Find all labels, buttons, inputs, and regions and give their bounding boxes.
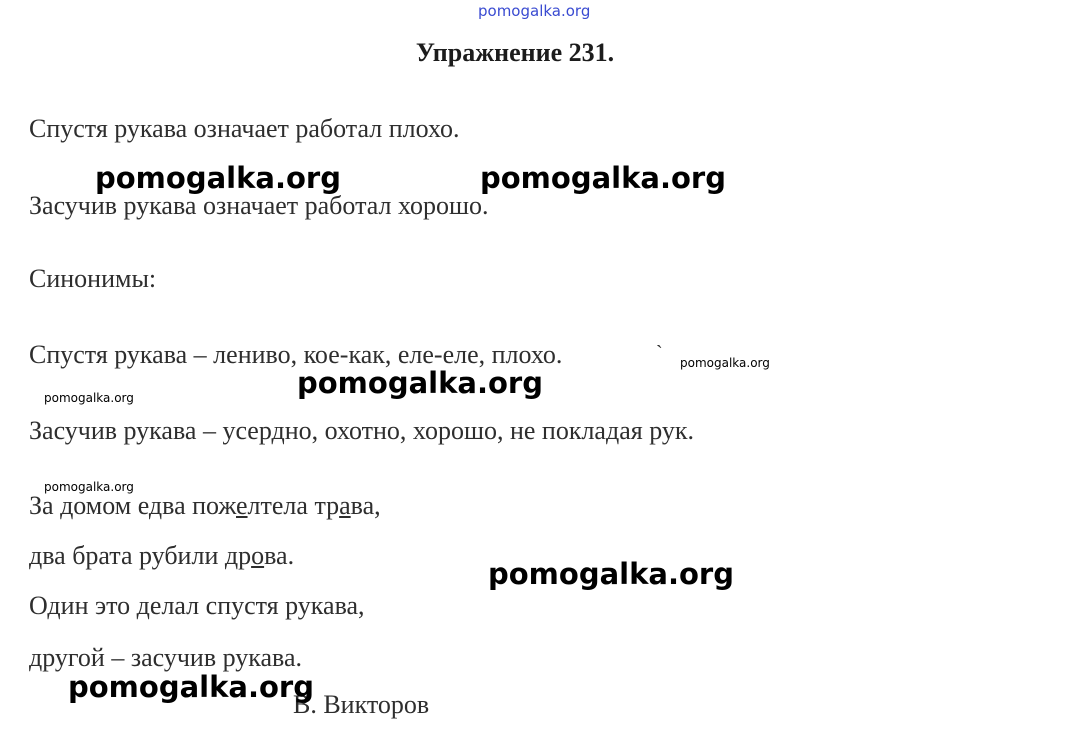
underlined-letter: е (236, 491, 248, 520)
watermark: pomogalka.org (68, 670, 314, 704)
watermark: pomogalka.org (480, 161, 726, 195)
underlined-letter: о (251, 541, 265, 570)
poem-line-2 (29, 541, 294, 571)
stray-mark: ` (656, 342, 663, 364)
poem-line-4: другой – засучив рукава. (29, 643, 302, 672)
text-line-2: Засучив рукава означает работал хорошо. (29, 191, 489, 220)
site-link[interactable]: pomogalka.org (478, 2, 591, 20)
watermark-small: pomogalka.org (44, 391, 134, 405)
poem-line-1-part: лтела тр (247, 491, 340, 520)
exercise-title: Упражнение 231. (415, 38, 615, 67)
text-line-4: Спустя рукава – лениво, кое-как, еле-еле, плохо. (29, 340, 563, 369)
watermark-small: pomogalka.org (44, 480, 134, 494)
poem-line-2-part: ва. (264, 541, 295, 570)
poem-author: В. Викторов (293, 690, 430, 719)
watermark: pomogalka.org (488, 557, 734, 591)
poem-line-1-part: ва, (350, 491, 381, 520)
underlined-letter: а (339, 491, 351, 520)
poem-line-2-part: два брата рубили др (29, 541, 252, 570)
poem-line-1 (29, 491, 381, 521)
text-line-1: Спустя рукава означает работал плохо. (29, 114, 460, 143)
watermark-small: pomogalka.org (680, 356, 770, 370)
poem-line-1-part: За домом едва пож (29, 491, 236, 520)
synonyms-heading: Синонимы: (29, 264, 157, 293)
text-line-5: Засучив рукава – усердно, охотно, хорошо, не покладая рук. (29, 416, 694, 445)
poem-line-3: Один это делал спустя рукава, (29, 591, 365, 620)
watermark: pomogalka.org (95, 161, 341, 195)
watermark: pomogalka.org (297, 366, 543, 400)
